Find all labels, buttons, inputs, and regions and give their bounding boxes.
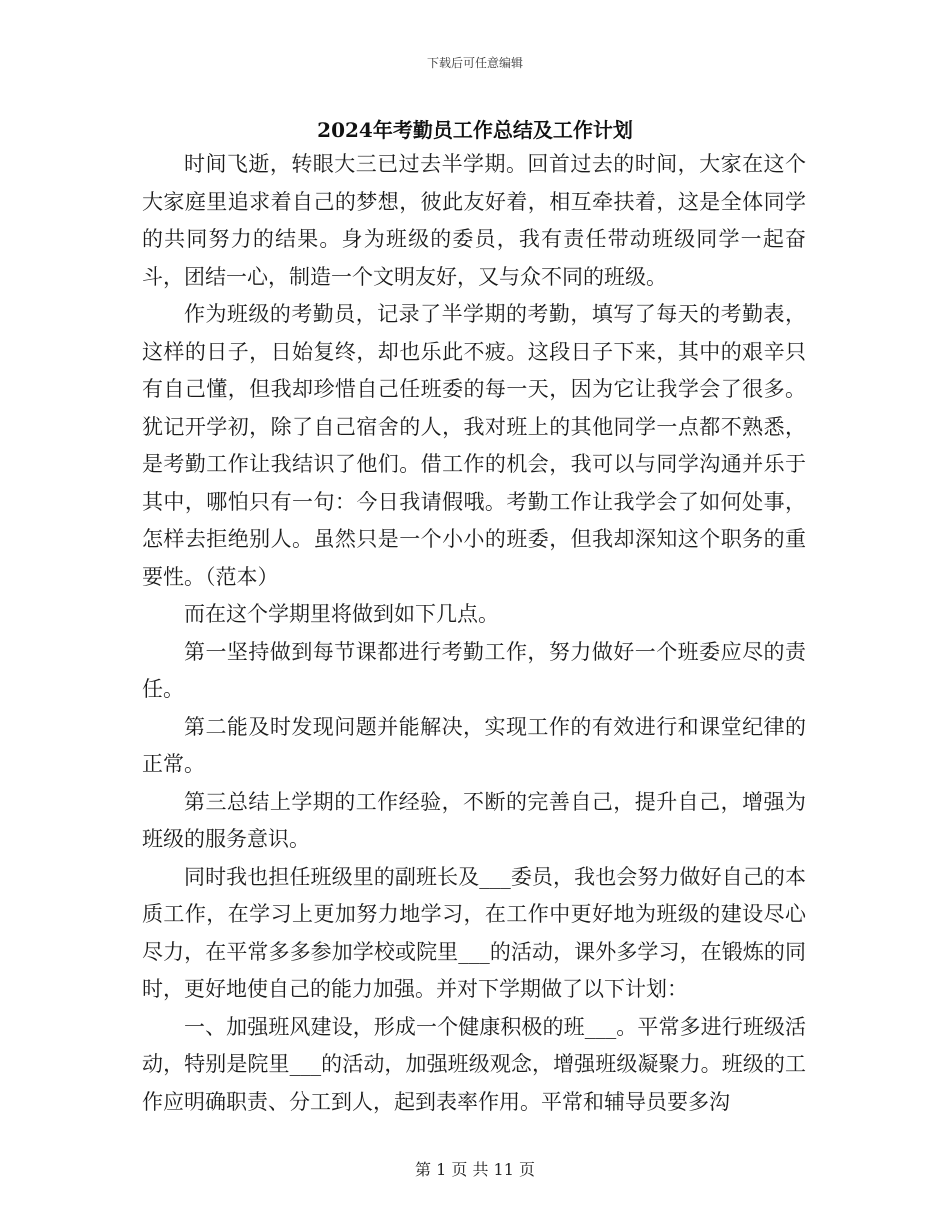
header-note: 下载后可任意编辑 [426, 56, 523, 70]
paragraph-point-one: 第一坚持做到每节课都进行考勤工作，努力做好一个班委应尽的责任。 [142, 639, 806, 701]
document-title: 2024年考勤员工作总结及工作计划 [317, 118, 633, 142]
paragraph-point-two: 第二能及时发现问题并能解决，实现工作的有效进行和课堂纪律的正常。 [142, 714, 806, 776]
paragraph-vice-monitor: 同时我也担任班级里的副班长及___委员，我也会努力做好自己的本质工作，在学习上更加努力地学习，在工作中更好地为班级的建设尽心尽力，在平常多多参加学校或院里___的活动，课外多学习，在锻炼的同时，更好地使自己的能力加强。并对下学期做了以下计划： [142, 864, 806, 1001]
paragraph-attendance-role: 作为班级的考勤员，记录了半学期的考勤，填写了每天的考勤表，这样的日子，日始复终，却也乐此不疲。这段日子下来，其中的艰辛只有自己懂，但我却珍惜自己任班委的每一天，因为它让我学会了很多。犹记开学初，除了自己宿舍的人，我对班上的其他同学一点都不熟悉，是考勤工作让我结识了他们。借工作的机会，我可以与同学沟通并乐于其中，哪怕只有一句：今日我请假哦。考勤工作让我学会了如何处事，怎样去拒绝别人。虽然只是一个小小的班委，但我却深知这个职务的重要性。（范本） [142, 302, 806, 589]
paragraph-point-three: 第三总结上学期的工作经验，不断的完善自己，提升自己，增强为班级的服务意识。 [142, 789, 806, 851]
document-body [142, 146, 806, 1121]
paragraph-semester-points: 而在这个学期里将做到如下几点。 [184, 602, 499, 626]
paragraph-intro: 时间飞逝，转眼大三已过去半学期。回首过去的时间，大家在这个大家庭里追求着自己的梦想，彼此友好着，相互牵扶着，这是全体同学的共同努力的结果。身为班级的委员，我有责任带动班级同学一起奋斗，团结一心，制造一个文明友好，又与众不同的班级。 [142, 152, 806, 289]
paragraph-plan-one: 一、加强班风建设，形成一个健康积极的班___。平常多进行班级活动，特别是院里___的活动，加强班级观念，增强班级凝聚力。班级的工作应明确职责、分工到人，起到表率作用。平常和辅导员要多沟 [142, 1014, 806, 1114]
page-footer: 第 1 页 共 11 页 [415, 1160, 535, 1179]
